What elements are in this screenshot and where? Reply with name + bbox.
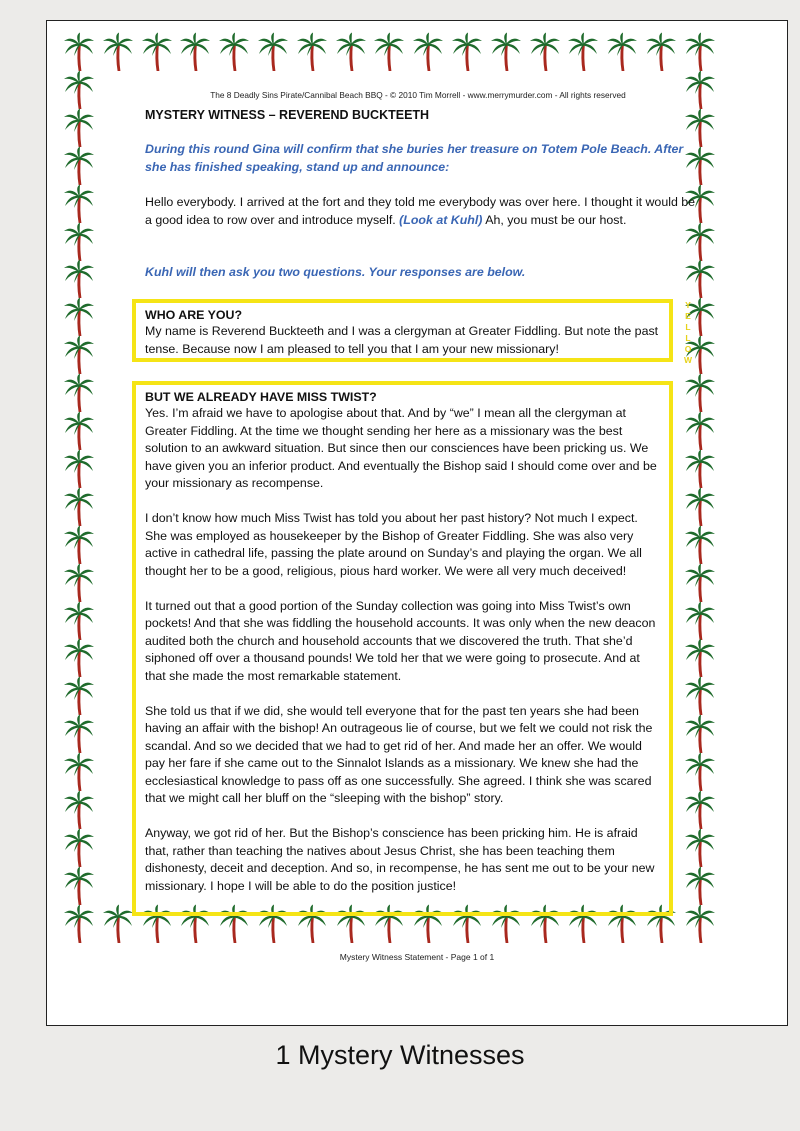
palm-tree-icon [63,411,95,451]
palm-tree-icon [63,222,95,262]
color-tag-letter: E [685,311,691,321]
speech-text-start: Hello everybody. I arrived at the fort and they told me everybody was over here. I thought it would be a good idea to row over and introduce myself. [145,195,696,227]
palm-tree-icon [63,714,95,754]
color-tag [683,300,693,366]
palm-tree-icon [335,32,367,72]
color-tag-letter: W [683,355,693,365]
palm-tree-icon [606,32,638,72]
instruction-intro: During this round Gina will confirm that she buries her treasure on Totem Pole Beach. After she has finished speaking, stand up and announce: [145,142,684,174]
color-tag-letter: Y [685,300,691,310]
palm-tree-icon [63,335,95,375]
instruction-questions: Kuhl will then ask you two questions. Your responses are below. [145,265,526,279]
palm-tree-icon [102,32,134,72]
color-tag-letter: O [684,344,692,354]
palm-tree-icon [63,866,95,906]
palm-tree-icon [684,487,716,527]
palm-tree-icon [141,32,173,72]
palm-tree-icon [684,563,716,603]
palm-tree-icon [63,70,95,110]
answer-paragraph: I don’t know how much Miss Twist has told you about her past history? Not much I expect. She was employed as housekeeper by the Bishop of Greater Fiddling. She was also very active in cathedral life, passing the plate around on Sunday’s and playing the organ. We all thought her to be a good, religious, pious hard worker. We were all very much deceived! [145,511,642,578]
palm-tree-icon [63,563,95,603]
palm-tree-icon [218,32,250,72]
color-tag-letter: L [685,333,691,343]
palm-tree-icon [684,676,716,716]
answer-paragraph: It turned out that a good portion of the Sunday collection was going into Miss Twist’s own pockets! And that she was fiddling the household accounts. It was only when the new deacon audited both the church and household accounts that we discovered the truth. That she’d siphoned off over a thousand pounds! We told her that we were going to prosecute. And at that she made the most remarkable statement. [145,598,656,683]
palm-tree-icon [490,32,522,72]
palm-tree-icon [684,601,716,641]
stage-direction: (Look at Kuhl) [399,212,483,227]
palm-tree-icon [684,525,716,565]
answer-text: My name is Reverend Buckteeth and I was a clergyman at Greater Fiddling. But note the past tense. Because now I am pleased to tell you that I am your new missionary! [145,324,659,356]
palm-tree-icon [684,32,716,72]
palm-tree-icon [684,828,716,868]
palm-tree-icon [63,373,95,413]
palm-tree-icon [63,601,95,641]
palm-tree-icon [684,866,716,906]
palm-tree-icon [63,487,95,527]
palm-tree-icon [684,790,716,830]
palm-tree-icon [529,32,561,72]
palm-tree-icon [63,32,95,72]
palm-tree-icon [63,752,95,792]
question-box-miss-twist [132,381,673,916]
answer-paragraph: Anyway, we got rid of her. But the Bishop’s conscience has been pricking him. He is afraid that, rather than teaching the natives about Jesus Christ, she has been teaching them dishonesty, deceit and deception. And so, in recompense, he has sent me out to be your new missionary. I hope I will be able to do the position justice! [145,826,655,893]
palm-tree-icon [63,449,95,489]
palm-tree-icon [63,828,95,868]
question-heading: WHO ARE YOU? [145,308,243,322]
document-page [46,20,788,1026]
question-box-who-are-you [132,299,673,362]
palm-tree-icon [257,32,289,72]
question-heading: BUT WE ALREADY HAVE MISS TWIST? [145,390,377,404]
figure-caption: 1 Mystery Witnesses [275,1040,525,1070]
palm-tree-icon [63,525,95,565]
intro-speech [145,194,705,229]
palm-tree-icon [63,676,95,716]
palm-tree-icon [684,752,716,792]
palm-tree-icon [684,714,716,754]
palm-tree-icon [179,32,211,72]
palm-tree-icon [63,146,95,186]
palm-tree-icon [63,790,95,830]
answer-paragraph: Yes. I’m afraid we have to apologise about that. And by “we” I mean all the clergyman at Greater Fiddling. At the time we thought sending her here as a missionary was the best solution to an awkward situation. But since then our consciences have been pricking us. We have given you an inferior product. And eventually the Bishop said I should come over and be your missionary as recompense. [145,406,657,490]
palm-tree-icon [412,32,444,72]
answer-paragraph: She told us that if we did, she would tell everyone that for the past ten years she had been having an affair with the bishop! An outrageous lie of course, but we felt we could not risk the scandal. And so we decided that we had to get rid of her. And made her an offer. We would pay her fare if she came out to the Sinnalot Islands as a missionary. We knew she had the ecclesiastical knowledge to pass off as one successfully. She agreed. I think she was scared that we might call her bluff on the “sleeping with the bishop” story. [145,703,653,805]
palm-tree-icon [296,32,328,72]
palm-tree-icon [567,32,599,72]
palm-tree-icon [102,904,134,944]
palm-tree-icon [684,638,716,678]
page-footer: Mystery Witness Statement - Page 1 of 1 [339,952,495,962]
palm-tree-icon [63,297,95,337]
document-title: MYSTERY WITNESS – REVEREND BUCKTEETH [145,108,430,122]
palm-tree-icon [684,904,716,944]
copyright-header: The 8 Deadly Sins Pirate/Cannibal Beach BBQ - © 2010 Tim Morrell - www.merrymurder.com - All rights reserved [210,90,626,100]
palm-tree-icon [63,904,95,944]
palm-tree-icon [684,373,716,413]
speech-text-end: Ah, you must be our host. [482,212,627,227]
palm-tree-icon [684,449,716,489]
palm-tree-icon [684,411,716,451]
palm-tree-icon [373,32,405,72]
palm-tree-icon [63,108,95,148]
palm-tree-icon [63,638,95,678]
color-tag-letter: L [685,322,691,332]
palm-tree-icon [63,259,95,299]
palm-tree-icon [63,184,95,224]
palm-tree-icon [451,32,483,72]
palm-tree-icon [645,32,677,72]
